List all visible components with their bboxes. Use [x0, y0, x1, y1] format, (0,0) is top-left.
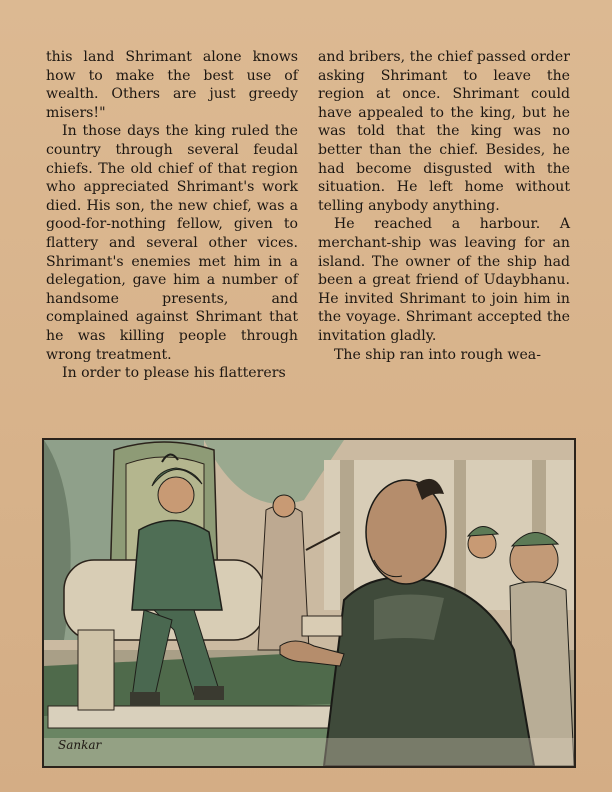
paragraph: and bribers, the chief passed order asking Shrimant to leave the region at once. Shrimant could have appealed to the king, but he was told that the king was no better than the chief. Besides, he had become disgusted with the situation. He left home without telling anybody anything. [318, 49, 570, 214]
text-column-left [46, 48, 298, 383]
attendant [258, 505, 309, 650]
text-column-right [318, 48, 570, 364]
paragraph: this land Shrimant alone knows how to make the best use of wealth. Others are just greedy misers!" [46, 49, 298, 121]
court-scene-drawing [44, 440, 574, 766]
illustration [42, 438, 576, 768]
artist-signature: Sankar [58, 738, 102, 752]
paragraph: The ship ran into rough wea- [334, 346, 541, 363]
chief-head [158, 477, 194, 513]
paragraph: In those days the king ruled the country through several feudal chiefs. The old chief of that region who appreciated Shrimant's work died. His son, the new chief, was a good-for-nothing fellow, given to flattery and several other vices. Shrimant's enemies met him in a delegation, gave him a number of handsome presents, and complained against Shrimant that he was killing people through wrong treatment. [46, 123, 298, 363]
chief-robe [132, 520, 222, 610]
paragraph: He reached a harbour. A merchant-ship was leaving for an island. The owner of the ship had been a great friend of Udaybhanu. He invited Shrimant to join him in the voyage. Shrimant accepted the invitation gladly. [318, 216, 570, 344]
shrimant-head [366, 480, 446, 584]
paragraph: In order to please his flatterers [62, 365, 286, 382]
